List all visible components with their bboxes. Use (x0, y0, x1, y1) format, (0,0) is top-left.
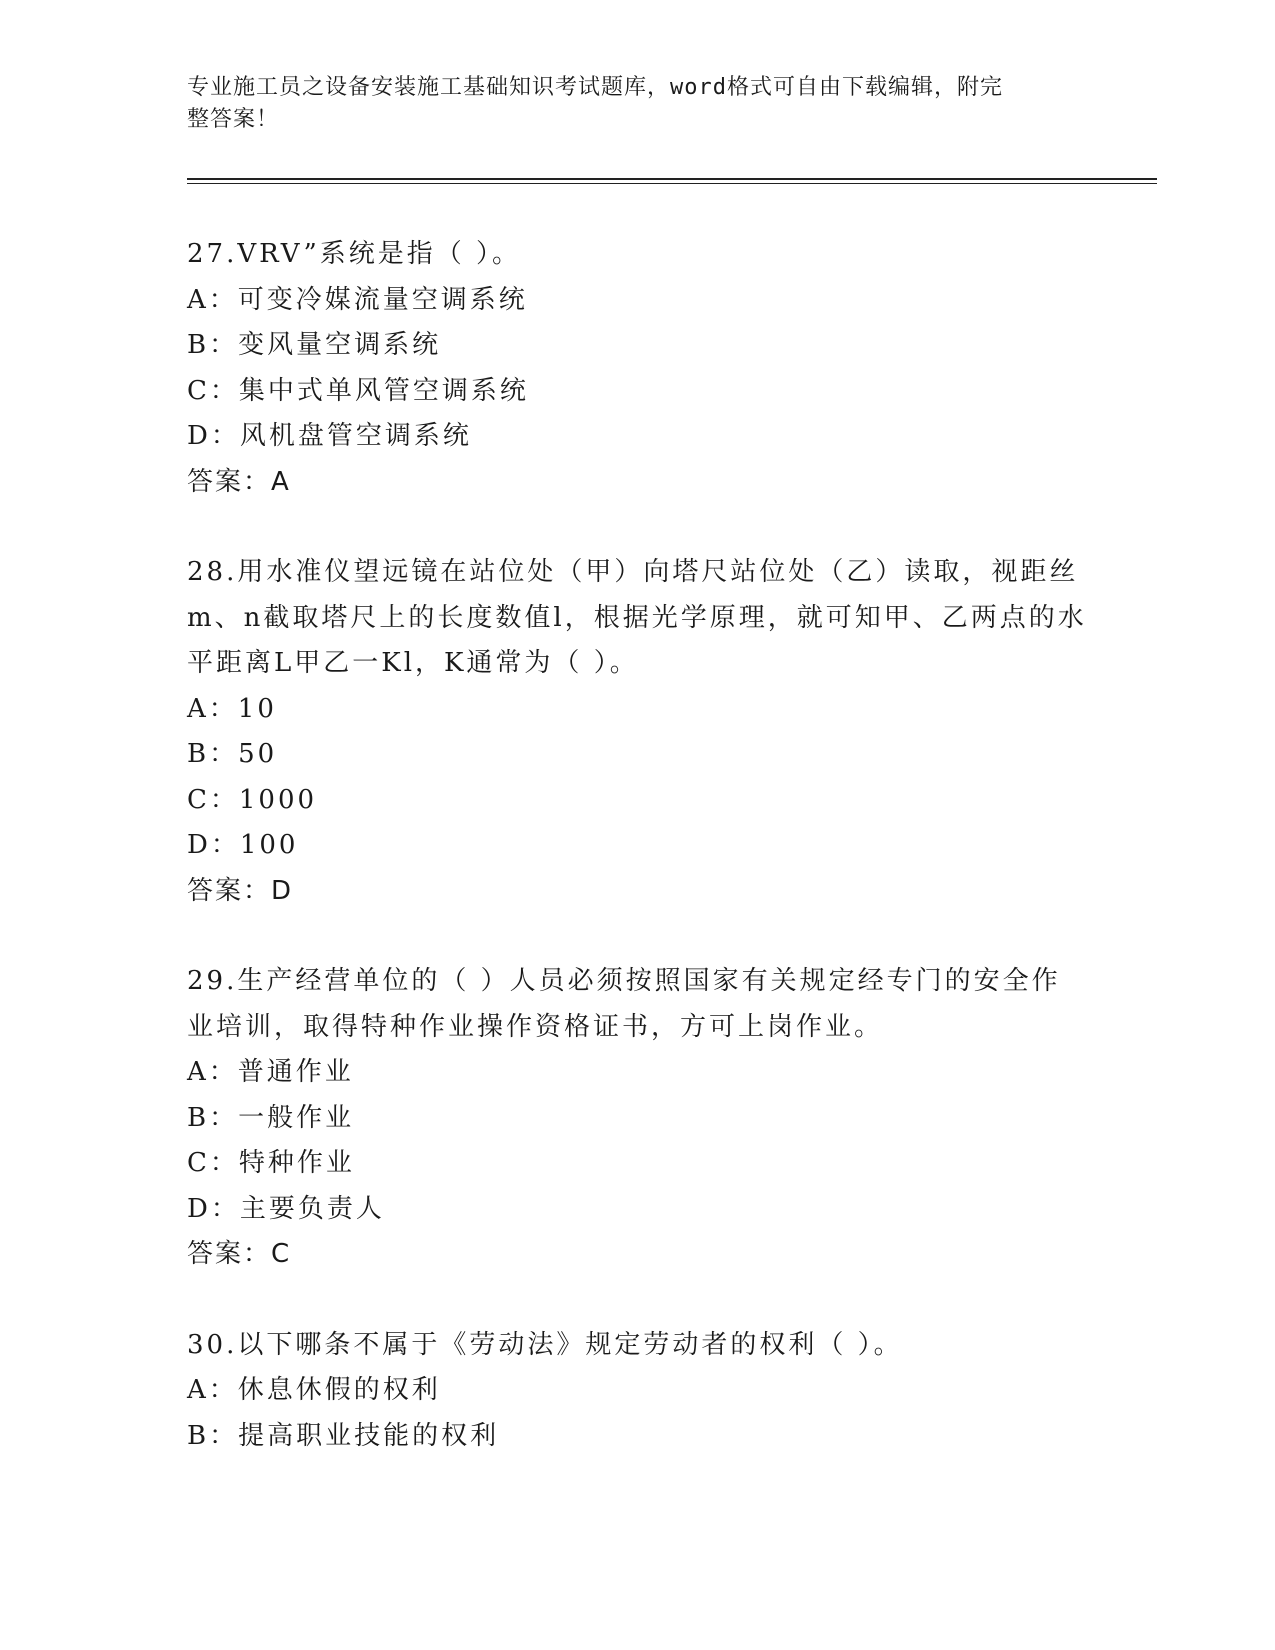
option-c: C：1000 (187, 784, 318, 815)
option-b: B：一般作业 (187, 1102, 355, 1133)
option-d: D：风机盘管空调系统 (187, 421, 472, 451)
question-29 (187, 959, 1087, 1278)
option-a: A：普通作业 (187, 1057, 354, 1087)
option-c: C：特种作业 (187, 1148, 355, 1178)
question-28 (187, 550, 1087, 914)
option-d: D：主要负责人 (187, 1193, 385, 1224)
option-a: A：休息休假的权利 (187, 1375, 441, 1405)
question-list (187, 232, 1087, 1504)
question-27 (187, 232, 1087, 505)
option-b: B：变风量空调系统 (187, 330, 442, 360)
header-divider-thick (187, 178, 1157, 180)
header-line-2: 整答案！ (187, 107, 280, 132)
option-a: A：可变冷媒流量空调系统 (187, 284, 528, 315)
option-b: B：提高职业技能的权利 (187, 1420, 500, 1451)
question-text: 30.以下哪条不属于《劳动法》规定劳动者的权利（ ）。 (187, 1329, 903, 1360)
header-line-1: 专业施工员之设备安装施工基础知识考试题库，word格式可自由下载编辑，附完 (187, 75, 1003, 100)
answer: 答案：A (187, 466, 291, 497)
option-d: D：100 (187, 830, 299, 860)
answer: 答案：C (187, 1239, 292, 1269)
question-text: 29.生产经营单位的（ ）人员必须按照国家有关规定经专门的安全作业培训，取得特种作业操作资格证书，方可上岗作业。 (187, 966, 1061, 1042)
header-divider-thin (187, 183, 1157, 184)
question-30 (187, 1323, 1087, 1460)
question-text: 27.VRV”系统是指（ ）。 (187, 239, 522, 269)
option-b: B：50 (187, 739, 278, 769)
option-c: C：集中式单风管空调系统 (187, 375, 529, 406)
question-text: 28.用水准仪望远镜在站位处（甲）向塔尺站位处（乙）读取，视距丝m、n截取塔尺上的长度数值l，根据光学原理，就可知甲、乙两点的水平距离L甲乙一Kl，K通常为（ ）。 (187, 557, 1087, 678)
document-header (187, 72, 1087, 136)
option-a: A：10 (187, 693, 277, 724)
answer: 答案：D (187, 875, 294, 906)
